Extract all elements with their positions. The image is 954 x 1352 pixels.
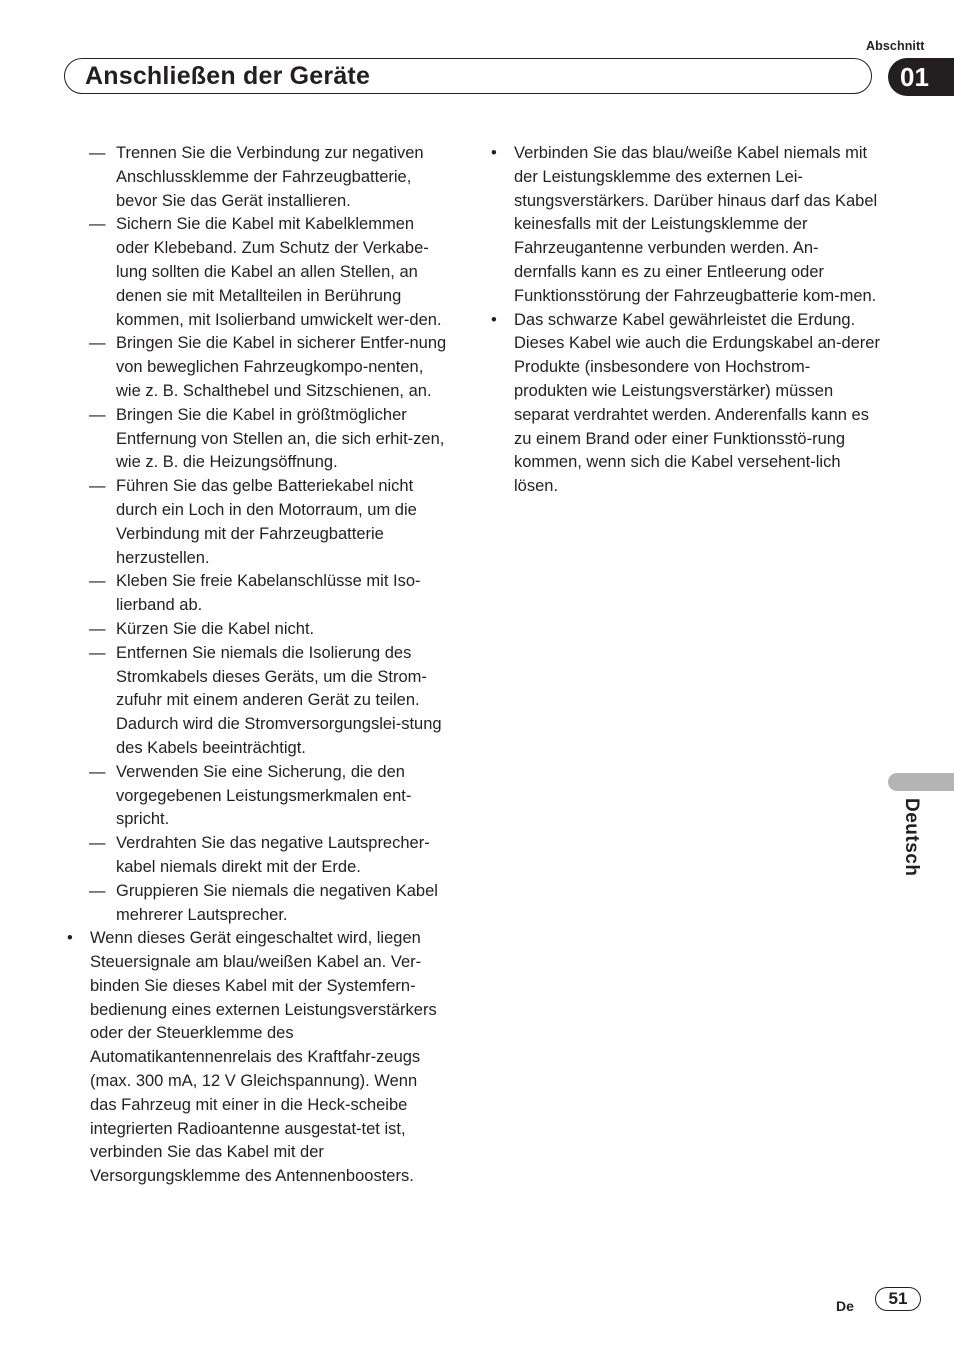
section-number-badge: 01 — [888, 58, 954, 96]
dash-marker: — — [89, 619, 106, 638]
dash-list-item — [64, 880, 448, 928]
list-item-text: Trennen Sie die Verbindung zur negativen Anschlussklemme der Fahrzeugbatterie, bevor Sie das Gerät installieren. — [116, 144, 424, 210]
language-tab-marker — [888, 773, 954, 791]
dash-marker: — — [89, 762, 106, 781]
chapter-title-bar — [64, 58, 872, 94]
dash-list-item — [64, 618, 448, 642]
dash-marker: — — [89, 834, 106, 853]
list-item-text: Bringen Sie die Kabel in größtmöglicher Entfernung von Stellen an, die sich erhit-zen, wie z. B. die Heizungsöffnung. — [116, 405, 445, 472]
dash-marker: — — [89, 643, 106, 662]
list-item-text: Sichern Sie die Kabel mit Kabelklemmen oder Klebeband. Zum Schutz der Verkabe-lung sollten die Kabel an allen Stellen, an denen sie mit Metallteilen in Berührung kommen, mit Isolierband umwickelt wer-den. — [116, 215, 442, 329]
dash-marker: — — [89, 572, 106, 591]
bullet-marker: • — [67, 929, 73, 948]
dash-list-item — [64, 832, 448, 880]
list-item-text: Verdrahten Sie das negative Lautsprecher-kabel niemals direkt mit der Erde. — [116, 834, 430, 876]
dash-list-item — [64, 404, 448, 475]
list-item-text: Verwenden Sie eine Sicherung, die den vorgegebenen Leistungsmerkmalen ent-spricht. — [116, 762, 412, 829]
page-title: Anschließen der Geräte — [85, 61, 371, 90]
dash-marker: — — [89, 334, 106, 353]
dash-list-item — [64, 142, 448, 213]
bullet-marker: • — [491, 310, 497, 329]
dash-list-item — [64, 642, 448, 761]
bullet-list-item — [64, 927, 448, 1189]
bullet-list-item — [488, 309, 880, 499]
list-item-text: Wenn dieses Gerät eingeschaltet wird, liegen Steuersignale am blau/weißen Kabel an. Ver-binden Sie dieses Kabel mit der Systemfern-bedienung eines externen Leistungsverstärkers oder der Steuerklemme des Automatikantennenrelais des Kraftfahr-zeugs (max. 300 mA, 12 V Gleichspannung). Wenn das Fahrzeug mit einer in die Heck-scheibe integrierten Radioantenne ausgestat-tet ist, verbinden Sie das Kabel mit der Versorgungsklemme des Antennenboosters. — [90, 929, 437, 1186]
dash-list-item — [64, 332, 448, 403]
list-item-text: Kürzen Sie die Kabel nicht. — [116, 619, 315, 638]
bullet-marker: • — [491, 144, 497, 162]
language-tab-label: Deutsch — [901, 798, 922, 877]
dash-marker: — — [89, 477, 106, 496]
list-item-text: Entfernen Sie niemals die Isolierung des Stromkabels dieses Geräts, um die Strom-zufuhr mit einem anderen Gerät zu teilen. Dadurch wird die Stromversorgungslei-stung des Kabels beeinträchtigt. — [116, 643, 442, 757]
dash-list-item — [64, 213, 448, 332]
dash-marker: — — [89, 881, 106, 900]
dash-marker: — — [89, 405, 106, 424]
footer-language-code: De — [836, 1298, 854, 1314]
dash-marker: — — [89, 144, 106, 162]
dash-marker: — — [89, 215, 106, 234]
list-item-text: Führen Sie das gelbe Batteriekabel nicht durch ein Loch in den Motorraum, um die Verbindung mit der Fahrzeugbatterie herzustellen. — [116, 477, 417, 567]
left-column — [64, 142, 448, 1189]
dash-list-item — [64, 761, 448, 832]
page-number: 51 — [875, 1287, 921, 1311]
list-item-text: Gruppieren Sie niemals die negativen Kabel mehrerer Lautsprecher. — [116, 881, 438, 924]
bullet-list-item — [488, 142, 880, 309]
dash-list-item — [64, 475, 448, 570]
list-item-text: Das schwarze Kabel gewährleistet die Erdung. Dieses Kabel wie auch die Erdungskabel an-derer Produkte (insbesondere von Hochstrom-produkten wie Leistungsverstärker) müssen separat verdrahtet werden. Anderenfalls kann es zu einem Brand oder einer Funktionsstö-rung kommen, wenn sich die Kabel versehent-lich lösen. — [514, 310, 880, 496]
right-column — [488, 142, 880, 499]
section-label: Abschnitt — [866, 39, 925, 53]
list-item-text: Kleben Sie freie Kabelanschlüsse mit Iso-lierband ab. — [116, 572, 421, 615]
dash-list-item — [64, 570, 448, 618]
list-item-text: Bringen Sie die Kabel in sicherer Entfer-nung von beweglichen Fahrzeugkompo-nenten, wie z. B. Schalthebel und Sitzschienen, an. — [116, 334, 447, 400]
list-item-text: Verbinden Sie das blau/weiße Kabel niemals mit der Leistungsklemme des externen Lei-stungsverstärkers. Darüber hinaus darf das Kabel keinesfalls mit der Leistungsklemme der Fahrzeugantenne verbunden werden. An-dernfalls kann es zu einer Entleerung oder Funktionsstörung der Fahrzeugbatterie kom-men. — [514, 144, 878, 305]
